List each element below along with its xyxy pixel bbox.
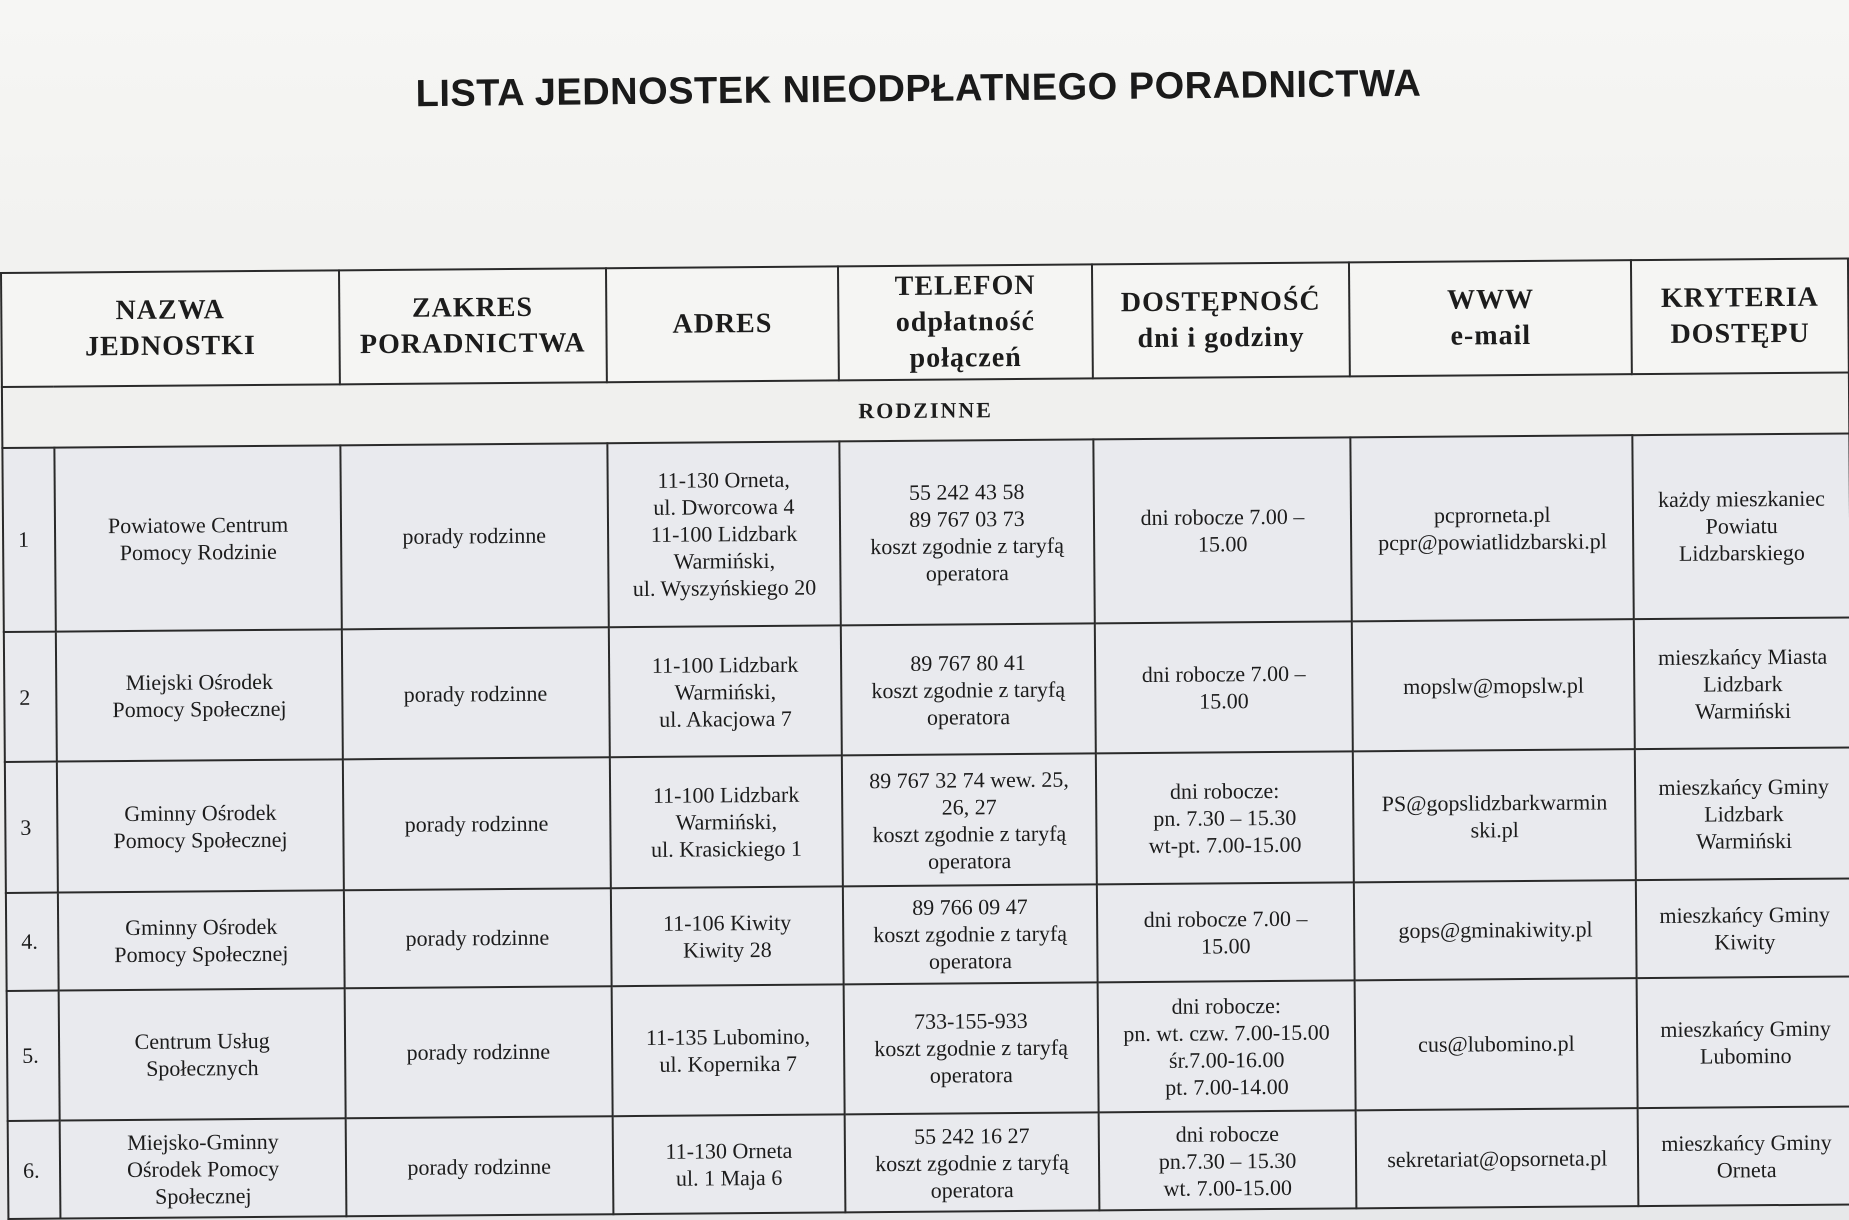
- web-email-cell-line: mopslw@mopslw.pl: [1403, 672, 1585, 699]
- unit-name-cell-line: Pomocy Społecznej: [114, 940, 289, 967]
- criteria-cell-line: Powiatu: [1705, 513, 1778, 540]
- web-email-cell-line: sekretariat@opsorneta.pl: [1387, 1144, 1608, 1172]
- web-email-cell-line: gops@gminakiwity.pl: [1398, 916, 1593, 944]
- row-number-cell: 5.: [7, 990, 60, 1121]
- address-cell-line: ul. 1 Maja 6: [675, 1164, 783, 1191]
- address-cell-line: ul. Krasickiego 1: [650, 835, 803, 863]
- header-name-line: JEDNOSTKI: [84, 329, 256, 363]
- scope-cell-line: porady rodzinne: [402, 523, 547, 550]
- unit-name-cell-line: Pomocy Rodzinie: [119, 538, 277, 565]
- unit-name-cell: [57, 760, 343, 893]
- criteria-cell-line: Kiwity: [1714, 928, 1776, 955]
- header-row: [1, 258, 1849, 387]
- phone-cell-line: 89 767 03 73: [909, 505, 1025, 532]
- phone-cell-line: koszt zgodnie z taryfą: [871, 676, 1066, 703]
- address-cell-line: 11-100 Lidzbark: [652, 781, 800, 809]
- scope-cell-line: porady rodzinne: [404, 810, 549, 838]
- web-email-cell: [1353, 750, 1636, 883]
- unit-name-cell: [55, 445, 342, 632]
- phone-cell-line: operatora: [925, 559, 1009, 586]
- address-cell-line: Warmiński,: [674, 678, 777, 705]
- address-cell-line: 11-100 Lidzbark: [651, 651, 799, 678]
- scope-cell: [343, 758, 611, 890]
- criteria-cell-line: mieszkańcy Gminy: [1659, 901, 1831, 928]
- header-address: [606, 266, 840, 382]
- unit-name-cell-line: Gminny Ośrodek: [124, 799, 277, 826]
- header-scope: [339, 268, 607, 384]
- phone-cell: [840, 439, 1095, 625]
- phone-cell-line: koszt zgodnie z taryfą: [873, 920, 1068, 948]
- header-phone-line: odpłatność: [895, 305, 1036, 338]
- hours-cell-line: śr.7.00-16.00: [1168, 1046, 1285, 1073]
- phone-cell: [842, 754, 1096, 886]
- unit-name-cell-line: Pomocy Społecznej: [112, 696, 287, 723]
- table-row: [4, 618, 1849, 763]
- unit-name-cell: [56, 629, 342, 762]
- show-through-text: [80, 120, 1780, 260]
- section-title: RODZINNE: [2, 372, 1849, 447]
- address-cell: [611, 984, 845, 1116]
- units-table: [0, 257, 1849, 1219]
- address-cell-line: 11-106 Kiwity: [662, 909, 792, 936]
- criteria-cell: [1637, 976, 1849, 1108]
- header-web: [1349, 260, 1632, 376]
- hours-cell-line: pn. 7.30 – 15.30: [1153, 805, 1297, 832]
- web-email-cell: [1356, 1108, 1639, 1208]
- header-hours-line: dni i godziny: [1137, 321, 1305, 355]
- hours-cell: [1093, 437, 1352, 623]
- hours-cell-line: dni robocze 7.00 –: [1143, 905, 1308, 932]
- hours-cell-line: pn.7.30 – 15.30: [1158, 1147, 1297, 1174]
- hours-cell-line: dni robocze 7.00 –: [1140, 503, 1305, 530]
- web-email-cell: [1355, 978, 1638, 1111]
- header-address-line: ADRES: [672, 307, 773, 340]
- hours-cell: [1094, 621, 1353, 753]
- phone-cell-line: koszt zgodnie z taryfą: [872, 820, 1067, 847]
- unit-name-cell: [59, 988, 345, 1121]
- header-criteria-line: DOSTĘPU: [1670, 317, 1810, 350]
- criteria-cell-line: Lidzbark: [1704, 801, 1784, 827]
- phone-cell-line: koszt zgodnie z taryfą: [870, 532, 1065, 560]
- criteria-cell: [1638, 1107, 1849, 1207]
- scope-cell: [344, 888, 612, 988]
- unit-name-cell-line: Powiatowe Centrum: [107, 511, 289, 539]
- phone-cell-line: 26, 27: [941, 793, 997, 820]
- hours-cell-line: dni robocze:: [1171, 992, 1282, 1019]
- hours-cell-line: 15.00: [1200, 932, 1251, 959]
- unit-name-cell-line: Społecznej: [154, 1182, 252, 1209]
- hours-cell-line: dni robocze:: [1169, 778, 1280, 805]
- web-email-cell: [1351, 435, 1634, 622]
- header-phone-line: połączeń: [909, 341, 1022, 374]
- hours-cell-line: wt-pt. 7.00-15.00: [1148, 831, 1302, 859]
- criteria-cell-line: Lubomino: [1699, 1042, 1792, 1069]
- phone-cell-line: operatora: [928, 948, 1013, 975]
- phone-cell-line: koszt zgodnie z taryfą: [874, 1035, 1069, 1062]
- phone-cell-line: 89 767 80 41: [910, 649, 1026, 676]
- unit-name-cell-line: Miejsko-Gminny: [127, 1128, 279, 1155]
- criteria-cell: [1636, 878, 1849, 978]
- header-phone: [838, 264, 1092, 380]
- web-email-cell: [1354, 880, 1637, 980]
- criteria-cell-line: mieszkańcy Gminy: [1661, 1129, 1832, 1157]
- phone-cell-line: operatora: [926, 703, 1011, 730]
- scope-cell-line: porady rodzinne: [407, 1153, 552, 1180]
- row-number-cell: 4.: [6, 892, 59, 990]
- address-cell-line: ul. Dworcowa 4: [653, 494, 795, 521]
- table-row: [8, 1107, 1849, 1219]
- criteria-cell-line: Warmiński: [1694, 697, 1792, 724]
- row-number-cell: 1: [2, 447, 56, 632]
- unit-name-cell-line: Ośrodek Pomocy: [126, 1155, 280, 1182]
- scope-cell-line: porady rodzinne: [403, 680, 548, 707]
- unit-name-cell-line: Miejski Ośrodek: [125, 669, 274, 696]
- scope-cell-line: porady rodzinne: [405, 925, 550, 952]
- header-name: [1, 270, 340, 387]
- phone-cell: [841, 623, 1095, 755]
- hours-cell-line: pt. 7.00-14.00: [1165, 1073, 1289, 1100]
- row-number-cell: 6.: [8, 1121, 61, 1219]
- address-cell: [607, 441, 841, 627]
- web-email-cell-line: PS@gopslidzbarkwarmin: [1381, 789, 1608, 816]
- table-row: [2, 433, 1849, 632]
- unit-name-cell-line: Gminny Ośrodek: [125, 913, 278, 940]
- hours-cell-line: pn. wt. czw. 7.00-15.00: [1123, 1019, 1330, 1047]
- phone-cell-line: operatora: [927, 847, 1012, 874]
- table-row: [5, 748, 1849, 893]
- table-row: [6, 878, 1849, 990]
- header-scope-line: PORADNICTWA: [359, 327, 586, 361]
- header-hours-line: DOSTĘPNOŚĆ: [1120, 285, 1321, 319]
- criteria-cell-line: Orneta: [1716, 1157, 1777, 1183]
- phone-cell: [843, 884, 1097, 984]
- hours-cell-line: dni robocze: [1175, 1120, 1280, 1147]
- header-phone-line: TELEFON: [894, 269, 1036, 302]
- criteria-cell-line: Lidzbarskiego: [1678, 540, 1805, 567]
- address-cell-line: 11-100 Lidzbark: [650, 521, 798, 548]
- header-name-line: NAZWA: [115, 294, 225, 327]
- scope-cell: [342, 627, 610, 759]
- scope-cell: [345, 1116, 613, 1216]
- header-web-line: WWW: [1446, 283, 1535, 316]
- hours-cell: [1097, 980, 1356, 1112]
- criteria-cell: [1633, 433, 1849, 619]
- criteria-cell-line: mieszkańcy Miasta: [1657, 643, 1828, 670]
- hours-cell-line: dni robocze 7.00 –: [1141, 661, 1306, 688]
- web-email-cell-line: pcprorneta.pl: [1433, 501, 1551, 528]
- address-cell: [609, 756, 843, 888]
- address-cell-line: Warmiński,: [675, 809, 778, 835]
- phone-cell-line: operatora: [930, 1176, 1014, 1203]
- criteria-cell-line: Lidzbark: [1703, 670, 1783, 697]
- row-number-cell: 3: [5, 762, 58, 893]
- address-cell: [610, 886, 843, 986]
- hours-cell-line: wt. 7.00-15.00: [1163, 1174, 1292, 1201]
- hours-cell-line: 15.00: [1199, 688, 1249, 714]
- phone-cell-line: 55 242 43 58: [908, 478, 1025, 505]
- header-hours: [1092, 262, 1351, 378]
- table-row: [7, 976, 1849, 1121]
- scope-cell: [344, 986, 612, 1118]
- unit-name-cell-line: Centrum Usług: [134, 1027, 270, 1054]
- address-cell-line: 11-130 Orneta,: [657, 467, 790, 494]
- header-criteria: [1631, 258, 1849, 374]
- address-cell-line: ul. Akacjowa 7: [659, 705, 792, 732]
- address-cell: [608, 625, 842, 757]
- unit-name-cell: [60, 1118, 346, 1218]
- header-web-line: e-mail: [1450, 319, 1532, 352]
- address-cell-line: Warmiński,: [673, 548, 776, 575]
- document-title: LISTA JEDNOSTEK NIEODPŁATNEGO PORADNICTWA: [415, 62, 1422, 116]
- header-scope-line: ZAKRES: [411, 291, 534, 324]
- address-cell-line: ul. Wyszyńskiego 20: [632, 574, 817, 602]
- phone-cell-line: koszt zgodnie z taryfą: [875, 1149, 1069, 1176]
- hours-cell-line: 15.00: [1197, 531, 1248, 557]
- address-cell-line: 11-130 Orneta: [665, 1137, 793, 1164]
- hours-cell: [1098, 1110, 1357, 1210]
- unit-name-cell-line: Pomocy Społecznej: [113, 826, 288, 853]
- unit-name-cell-line: Społecznych: [146, 1054, 259, 1081]
- web-email-cell-line: cus@lubomino.pl: [1418, 1031, 1575, 1058]
- criteria-cell-line: każdy mieszkaniec: [1657, 486, 1825, 513]
- phone-cell: [845, 1113, 1099, 1213]
- web-email-cell: [1352, 619, 1635, 752]
- criteria-cell: [1635, 748, 1849, 880]
- address-cell-line: 11-135 Lubomino,: [645, 1023, 811, 1050]
- address-cell-line: Kiwity 28: [682, 936, 772, 963]
- web-email-cell-line: ski.pl: [1470, 816, 1519, 843]
- address-cell-line: ul. Kopernika 7: [659, 1050, 798, 1077]
- row-number-cell: 2: [4, 632, 57, 763]
- phone-cell-line: 733-155-933: [913, 1008, 1028, 1035]
- unit-name-cell: [58, 890, 344, 990]
- scope-cell-line: porady rodzinne: [406, 1039, 551, 1066]
- hours-cell: [1095, 752, 1354, 884]
- criteria-cell-line: mieszkańcy Gminy: [1660, 1015, 1831, 1042]
- header-criteria-line: KRYTERIA: [1660, 281, 1819, 314]
- phone-cell-line: 89 766 09 47: [912, 894, 1028, 921]
- phone-cell-line: 55 242 16 27: [913, 1122, 1030, 1149]
- address-cell: [612, 1114, 845, 1214]
- web-email-cell-line: pcpr@powiatlidzbarski.pl: [1378, 528, 1607, 556]
- scope-cell: [340, 443, 608, 629]
- criteria-cell: [1634, 618, 1849, 750]
- criteria-cell-line: Warmiński: [1696, 828, 1793, 854]
- phone-cell: [844, 982, 1098, 1114]
- phone-cell-line: 89 767 32 74 wew. 25,: [869, 766, 1069, 793]
- hours-cell: [1096, 882, 1355, 982]
- criteria-cell-line: mieszkańcy Gminy: [1658, 773, 1830, 801]
- phone-cell-line: operatora: [929, 1062, 1013, 1089]
